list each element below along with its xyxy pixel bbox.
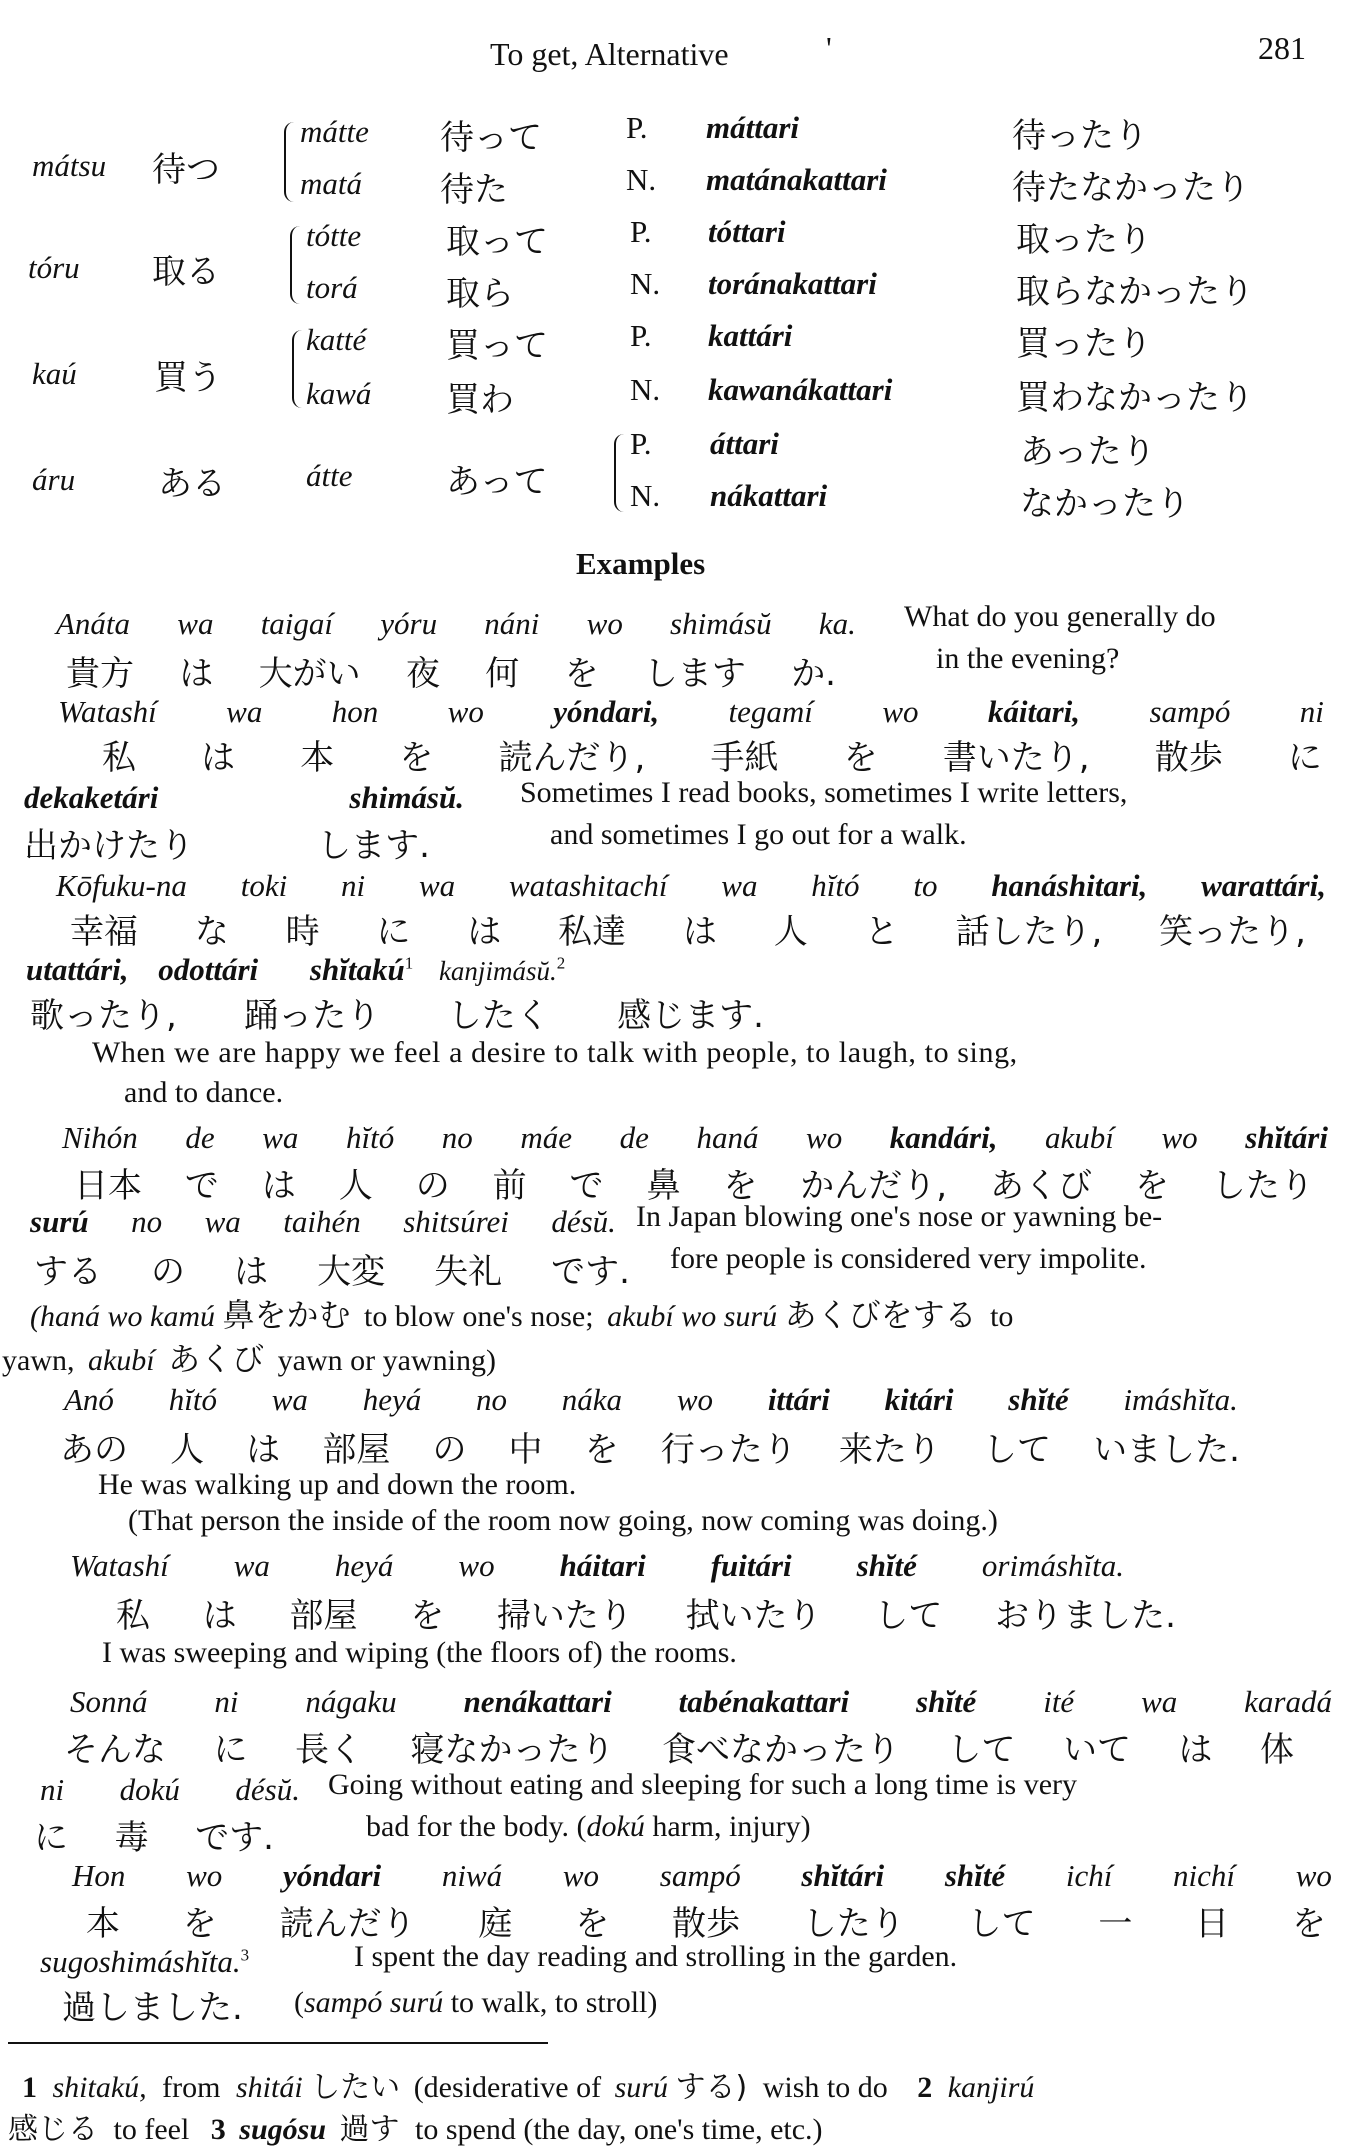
stem-roman: matá xyxy=(300,166,362,201)
stem-brace xyxy=(284,122,298,202)
example-roman-line: Nihón de wa hĭtó no máe de haná wo kandári, akubí wo shĭtári xyxy=(62,1120,1328,1155)
example-kana-line: あの 人 は 部屋 の 中 を 行ったり 来たり して いました. xyxy=(60,1430,1240,1470)
example-roman-line: ni dokú désŭ. xyxy=(40,1772,300,1807)
example-roman-line: Anó hĭtó wa heyá no náka wo ittári kitári shĭté imáshĭta. xyxy=(64,1382,1238,1417)
stem-kana: 取ら xyxy=(446,274,514,314)
translation: in the evening? xyxy=(936,642,1120,675)
form-kana: 待ったり xyxy=(1012,116,1148,156)
form-kana: あったり xyxy=(1020,432,1156,472)
form-roman: nákattari xyxy=(710,478,828,513)
form-roman: kawanákattari xyxy=(708,372,893,407)
example-roman-line: Anáta wa taigaí yóru náni wo shimásŭ ka. xyxy=(56,606,856,641)
translation: When we are happy we feel a desire to talk with people, to laugh, to sing, xyxy=(92,1036,1018,1069)
section-heading: Examples xyxy=(576,546,706,581)
example-kana-line: に 毒 です. xyxy=(34,1818,274,1858)
form-kana: 待たなかったり xyxy=(1012,168,1250,208)
dict-kana: 取る xyxy=(152,252,220,292)
translation: fore people is considered very impolite. xyxy=(670,1242,1147,1275)
translation: I spent the day reading and strolling in the garden. xyxy=(354,1940,958,1973)
page-number: 281 xyxy=(1258,30,1306,66)
note-line: (haná wo kamú 鼻をかむ to blow one's nose; akubí wo surú あくびをする to xyxy=(30,1296,1014,1334)
translation: I was sweeping and wiping (the floors of) the rooms. xyxy=(102,1636,737,1669)
form-label: N. xyxy=(630,372,661,407)
form-roman: tóttari xyxy=(708,214,786,249)
stem-brace xyxy=(290,226,304,304)
stem-roman: katté xyxy=(306,322,367,357)
form-roman: máttari xyxy=(706,110,800,145)
form-roman: kattári xyxy=(708,318,793,353)
translation: In Japan blowing one's nose or yawning be- xyxy=(636,1200,1163,1233)
example-kana-line: 歌ったり, 踊ったり したく 感じます. xyxy=(30,996,764,1036)
example-kana-line: 本 を 読んだり 庭 を 散歩 したり して 一 日 を xyxy=(86,1904,1326,1944)
example-kana-line: そんな に 長く 寝なかったり 食べなかったり して いて は 体 xyxy=(64,1730,1294,1770)
dict-kana: ある xyxy=(158,464,226,504)
example-kana-line: 私 は 部屋 を 掃いたり 拭いたり して おりました. xyxy=(116,1596,1176,1636)
stem-kana: 待た xyxy=(440,170,508,210)
stem-roman: kawá xyxy=(306,376,372,411)
example-kana-line: 幸福 な 時 に は 私達 は 人 と 話したり, 笑ったり, xyxy=(70,912,1306,952)
form-roman: áttari xyxy=(710,426,779,461)
stem-kana: 買わ xyxy=(446,380,514,420)
example-kana-line: 日本 で は 人 の 前 で 鼻 を かんだり, あくび を したり xyxy=(74,1166,1314,1206)
example-roman-line: Sonná ni nágaku nenákattari tabénakattari shĭté ité wa karadá xyxy=(70,1684,1332,1719)
footnote-rule xyxy=(8,2042,548,2044)
form-brace xyxy=(614,434,628,512)
running-title: To get, Alternative xyxy=(490,36,729,72)
translation: (That person the inside of the room now going, now coming was doing.) xyxy=(128,1504,998,1537)
note-line: (sampó surú to walk, to stroll) xyxy=(294,1986,658,2019)
example-roman-line: Kōfuku-na toki ni wa watashitachí wa hĭtó to hanáshitari, warattári, xyxy=(56,868,1326,903)
form-label: P. xyxy=(630,214,652,249)
example-kana-line: 過しました. xyxy=(62,1988,243,2028)
example-roman-line: sugoshimáshĭta.$^3$ xyxy=(40,1944,250,1979)
form-label: P. xyxy=(630,318,652,353)
stem-kana: あって xyxy=(446,462,548,502)
stem-roman: torá xyxy=(306,270,358,305)
example-roman-line: Hon wo yóndari niwá wo sampó shĭtári shĭté ichí nichí wo xyxy=(72,1858,1332,1893)
form-roman: matánakattari xyxy=(706,162,887,197)
stem-brace xyxy=(292,330,306,408)
form-label: N. xyxy=(630,478,661,513)
form-label: P. xyxy=(630,426,652,461)
form-kana: 取らなかったり xyxy=(1016,272,1254,312)
form-roman: toránakattari xyxy=(708,266,877,301)
example-roman-line: dekaketári shimásŭ. xyxy=(24,780,464,815)
form-kana: 取ったり xyxy=(1016,220,1152,260)
translation: and to dance. xyxy=(124,1076,284,1109)
example-roman-line: utattári, odottári shĭtakú$^1$ kanjimásŭ.$^2$ xyxy=(26,952,566,987)
example-roman-line: Watashí wa heyá wo háitari fuitári shĭté orimáshĭta. xyxy=(70,1548,1124,1583)
footnote-line: 1 shitakú, from shitái したい (desiderative of surú する) wish to do 2 kanjirú xyxy=(22,2070,1035,2105)
translation: bad for the body. (dokú harm, injury) xyxy=(366,1810,811,1843)
dict-roman: áru xyxy=(32,462,76,497)
stem-roman: mátte xyxy=(300,114,369,149)
translation: Sometimes I read books, sometimes I write letters, xyxy=(520,776,1128,809)
dict-kana: 待つ xyxy=(152,150,220,190)
stem-kana: 待って xyxy=(440,118,542,158)
translation: and sometimes I go out for a walk. xyxy=(550,818,967,851)
example-kana-line: 私 は 本 を 読んだり, 手紙 を 書いたり, 散歩 に xyxy=(102,738,1322,778)
stem-roman: átte xyxy=(306,458,353,493)
example-kana-line: する の は 大変 失礼 です. xyxy=(34,1252,630,1292)
footnote-line: 感じる to feel 3 sugósu 過す to spend (the day, one's time, etc.) xyxy=(8,2112,823,2147)
example-roman-line: surú no wa taihén shitsúrei désŭ. xyxy=(30,1204,616,1239)
form-kana: 買ったり xyxy=(1016,324,1152,364)
dict-roman: mátsu xyxy=(32,148,107,183)
stem-roman: tótte xyxy=(306,218,362,253)
dict-roman: tóru xyxy=(28,250,80,285)
header-mark: ' xyxy=(826,30,832,66)
translation: Going without eating and sleeping for such a long time is very xyxy=(328,1768,1078,1801)
form-kana: なかったり xyxy=(1020,484,1190,524)
translation: What do you generally do xyxy=(904,600,1216,633)
form-label: P. xyxy=(626,110,648,145)
dict-roman: kaú xyxy=(32,356,77,391)
stem-kana: 取って xyxy=(446,222,548,262)
form-label: N. xyxy=(630,266,661,301)
form-kana: 買わなかったり xyxy=(1016,378,1254,418)
stem-kana: 買って xyxy=(446,326,548,366)
example-roman-line: Watashí wa hon wo yóndari, tegamí wo káitari, sampó ni xyxy=(58,694,1324,729)
example-kana-line: 出かけたり します. xyxy=(24,826,430,866)
example-kana-line: 貴方 は 大がい 夜 何 を します か. xyxy=(66,654,836,694)
note-line: yawn, akubí あくび yawn or yawning) xyxy=(2,1340,496,1378)
translation: He was walking up and down the room. xyxy=(98,1468,577,1501)
dict-kana: 買う xyxy=(154,358,222,398)
form-label: N. xyxy=(626,162,657,197)
